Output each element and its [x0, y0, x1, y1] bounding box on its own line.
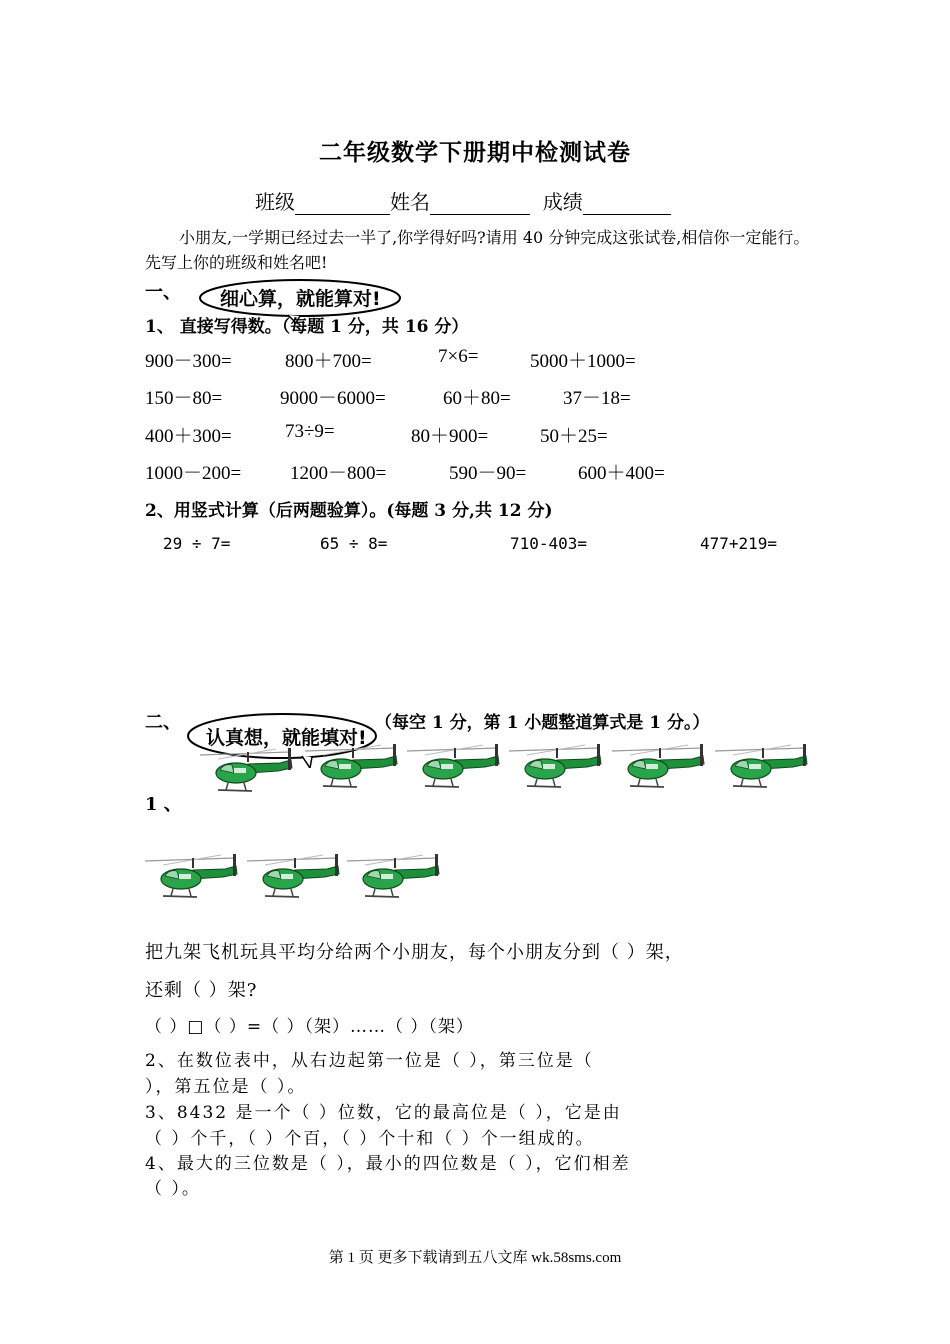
q2-title: 2、用竖式计算（后两题验算）。(每题 3 分,共 12 分) [145, 501, 553, 521]
helicopter-toy-icon [345, 852, 445, 912]
score-blank[interactable] [583, 192, 671, 215]
calc-r1c3: 7×6= [438, 346, 479, 367]
class-label: 班级 [255, 190, 295, 214]
q3-line1: 3、8432 是一个（ ）位数，它的最高位是（ ），它是由 [145, 1103, 622, 1123]
q1-text-line1: 把九架飞机玩具平均分给两个小朋友，每个小朋友分到（ ）架， [145, 942, 684, 963]
helicopter-toy-icon [610, 742, 710, 802]
helicopter-toy-icon [405, 742, 505, 802]
vertical-calc-2: 65 ÷ 8= [320, 534, 388, 553]
name-blank[interactable] [430, 192, 530, 215]
q4-line1: 4、最大的三位数是（ ），最小的四位数是（ ），它们相差 [145, 1154, 631, 1174]
calc-r1c1: 900－300= [145, 351, 232, 372]
calc-r2c4: 37－18= [563, 388, 631, 409]
name-label: 姓名 [390, 190, 430, 214]
calc-r3c3: 80＋900= [411, 426, 489, 447]
intro-text: 小朋友,一学期已经过去一半了,你学得好吗?请用 40 分钟完成这张试卷,相信你一定能行。先写上你的班级和姓名吧! [145, 228, 810, 272]
calc-r3c1: 400＋300= [145, 426, 232, 447]
vertical-calc-4: 477+219= [700, 534, 778, 553]
q2-line1: 2、在数位表中，从右边起第一位是（ ），第三位是（ [145, 1051, 594, 1071]
bubble-text: 细心算，就能算对! [220, 288, 381, 310]
helicopter-toy-icon [507, 742, 607, 802]
helicopter-toy-icon [143, 852, 243, 912]
section2-label: 二、 [145, 712, 181, 733]
section2-q1-number: 1 、 [145, 794, 182, 815]
section2-note: （每空 1 分，第 1 小题整道算式是 1 分。） [375, 713, 710, 733]
calc-r3c2: 73÷9= [285, 421, 335, 442]
calc-r1c2: 800＋700= [285, 351, 372, 372]
score-label: 成绩 [542, 190, 583, 214]
calc-r2c3: 60＋80= [443, 388, 511, 409]
q1-text-line2: 还剩（ ）架? [145, 980, 258, 1001]
section1-label: 一、 [145, 282, 181, 303]
calc-r2c2: 9000－6000= [280, 388, 386, 409]
calc-r4c4: 600＋400= [578, 463, 665, 484]
vertical-calc-1: 29 ÷ 7= [163, 534, 231, 553]
q2-line2: ），第五位是（ ）。 [145, 1077, 307, 1097]
q1-formula: （ ）□（ ）=（ ）（架）……（ ）（架） [145, 1017, 474, 1037]
helicopter-toy-icon [303, 742, 403, 802]
vertical-calc-3: 710-403= [510, 534, 588, 553]
calc-r3c4: 50＋25= [540, 426, 608, 447]
student-info [255, 186, 671, 215]
page-footer: 第 1 页 更多下载请到五八文库 wk.58sms.com [328, 1250, 622, 1266]
calc-r1c4: 5000＋1000= [530, 351, 636, 372]
calc-r4c3: 590－90= [449, 463, 527, 484]
class-blank[interactable] [295, 192, 390, 215]
helicopter-toy-icon [245, 852, 345, 912]
helicopter-toy-icon [713, 742, 813, 802]
bubble-text: 认真想，就能填对! [206, 727, 367, 749]
calc-r4c2: 1200－800= [290, 463, 387, 484]
q3-line2: （ ）个千，（ ）个百，（ ）个十和（ ）个一组成的。 [145, 1129, 595, 1149]
calc-r2c1: 150－80= [145, 388, 223, 409]
q1-title: 1、 直接写得数。（每题 1 分，共 16 分） [145, 317, 469, 337]
page-title: 二年级数学下册期中检测试卷 [319, 139, 631, 166]
calc-r4c1: 1000－200= [145, 463, 242, 484]
helicopter-toy-icon [198, 746, 298, 806]
q4-line2: （ ）。 [145, 1179, 201, 1199]
